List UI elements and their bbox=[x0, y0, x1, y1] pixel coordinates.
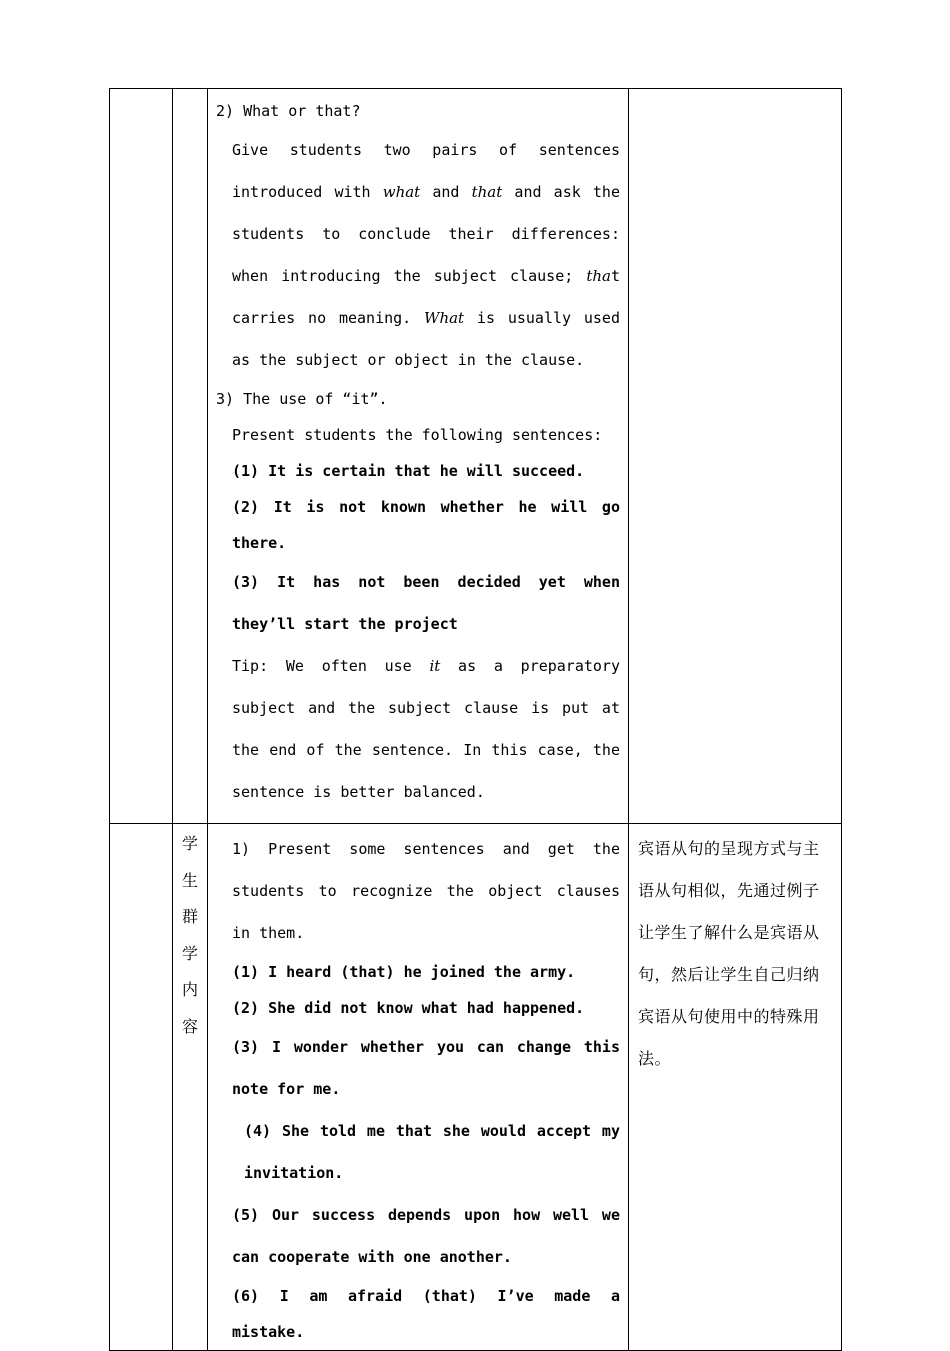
note-cell-empty bbox=[629, 89, 842, 824]
vertical-section-label: 学 生 群 学 内 容 bbox=[181, 834, 198, 1036]
heading-use-of-it: 3) The use of “it”. bbox=[216, 390, 388, 408]
example-sentence: (5) Our success depends upon how well we can cooperate with one another. bbox=[232, 1206, 620, 1266]
example-sentence: (6) I am afraid (that) I’ve made a mistake. bbox=[232, 1287, 620, 1341]
example-sentence: (4) She told me that she would accept my invitation. bbox=[244, 1122, 620, 1182]
label-cell-vertical bbox=[173, 89, 208, 824]
example-sentence: (2) It is not known whether he will go there. bbox=[232, 498, 620, 552]
tip-paragraph: Tip: We often use it as a preparatory subject and the subject clause is put at the end of the sentence. In this case, the sentence is better balanced. bbox=[232, 657, 620, 801]
label-cell-vertical bbox=[173, 824, 208, 1351]
present-sentences: Present students the following sentences: bbox=[232, 426, 603, 444]
intro-paragraph: 1) Present some sentences and get the students to recognize the object clauses in them. bbox=[232, 840, 620, 942]
example-sentence: (3) I wonder whether you can change this note for me. bbox=[232, 1038, 620, 1098]
table-row bbox=[110, 89, 842, 824]
example-sentence: (3) It has not been decided yet when they’ll start the project bbox=[232, 573, 620, 633]
label-cell-left bbox=[110, 89, 173, 824]
content-cell-subject-clause bbox=[208, 89, 629, 824]
example-sentence: (1) It is certain that he will succeed. bbox=[232, 462, 585, 480]
heading-what-or-that: 2) What or that? bbox=[216, 102, 361, 120]
note-cell bbox=[629, 824, 842, 1351]
content-cell-object-clause bbox=[208, 824, 629, 1351]
lesson-plan-table bbox=[109, 88, 842, 1351]
paragraph-what-that: Give students two pairs of sentences introduced with what and that and ask the students to conclude their differences: when introducing the subject clause; that carries no meaning. What is usually used as the subject or object in the clause. bbox=[232, 141, 620, 369]
teaching-note: 宾语从句的呈现方式与主语从句相似，先通过例子让学生了解什么是宾语从句，然后让学生自己归纳宾语从句使用中的特殊用法。 bbox=[638, 839, 820, 1068]
table-row bbox=[110, 824, 842, 1351]
example-sentence: (2) She did not know what had happened. bbox=[232, 999, 585, 1017]
example-sentence: (1) I heard (that) he joined the army. bbox=[232, 963, 576, 981]
label-cell-left bbox=[110, 824, 173, 1351]
